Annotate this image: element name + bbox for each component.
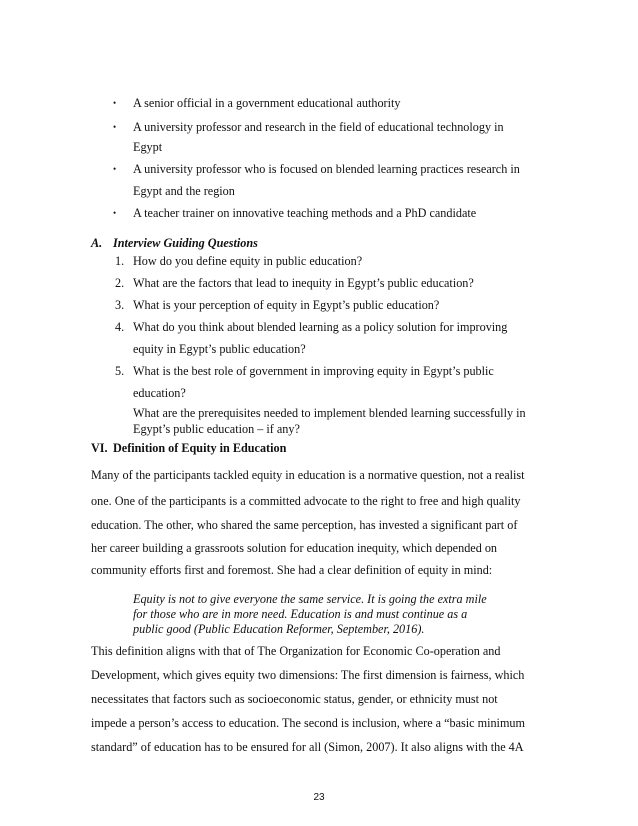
question-item: What is the best role of government in improving equity in Egypt’s public <box>133 364 494 378</box>
page-number: 23 <box>313 792 325 803</box>
paragraph-line: This definition aligns with that of The Organization for Economic Co-operation and <box>91 644 501 658</box>
list-item: A senior official in a government educational authority <box>133 96 401 110</box>
quote-line: Equity is not to give everyone the same service. It is going the extra mile <box>133 592 487 606</box>
section-a-title: Interview Guiding Questions <box>113 236 258 250</box>
question-item: What is your perception of equity in Egypt’s public education? <box>133 298 440 312</box>
section-vi-title: Definition of Equity in Education <box>113 441 287 455</box>
paragraph-line: Many of the participants tackled equity in education is a normative question, not a realist <box>91 468 525 482</box>
question-item: How do you define equity in public education? <box>133 254 363 268</box>
question-continuation: education? <box>133 386 186 400</box>
paragraph-line: necessitates that factors such as socioeconomic status, gender, or ethnicity must not <box>91 692 498 706</box>
paragraph-line: Development, which gives equity two dimensions: The first dimension is fairness, which <box>91 668 525 682</box>
question-number: 2. <box>115 276 125 290</box>
question-continuation: equity in Egypt’s public education? <box>133 342 306 356</box>
question-extra: What are the prerequisites needed to implement blended learning successfully in <box>133 406 526 420</box>
quote-line: public good (Public Education Reformer, September, 2016). <box>133 622 425 636</box>
list-item: A teacher trainer on innovative teaching methods and a PhD candidate <box>133 206 477 220</box>
paragraph-line: standard” of education has to be ensured for all (Simon, 2007). It also aligns with the 4A <box>91 740 524 754</box>
question-extra: Egypt’s public education – if any? <box>133 422 300 436</box>
list-item: A university professor who is focused on blended learning practices research in <box>133 162 520 176</box>
paragraph-line: her career building a grassroots solution for education inequity, which depended on <box>91 541 498 555</box>
question-number: 5. <box>115 364 125 378</box>
question-number: 1. <box>115 254 125 268</box>
list-item: A university professor and research in the field of educational technology in <box>133 120 504 134</box>
quote-line: for those who are in more need. Education is and must continue as a <box>133 607 468 621</box>
question-item: What do you think about blended learning as a policy solution for improving <box>133 320 508 334</box>
question-number: 3. <box>115 298 125 312</box>
paragraph-line: impede a person’s access to education. The second is inclusion, where a “basic minimum <box>91 716 526 730</box>
bullet-icon: • <box>113 122 117 132</box>
section-a-label: A. <box>91 236 103 250</box>
paragraph-line: education. The other, who shared the same perception, has invested a significant part of <box>91 518 518 532</box>
bullet-icon: • <box>113 164 117 174</box>
list-item-continuation: Egypt <box>133 140 163 154</box>
section-vi-label: VI. <box>91 441 108 455</box>
bullet-icon: • <box>113 208 117 218</box>
question-number: 4. <box>115 320 125 334</box>
list-item-continuation: Egypt and the region <box>133 184 235 198</box>
question-item: What are the factors that lead to inequity in Egypt’s public education? <box>133 276 474 290</box>
paragraph-line: community efforts first and foremost. She had a clear definition of equity in mind: <box>91 563 493 577</box>
paragraph-line: one. One of the participants is a committed advocate to the right to free and high quality <box>91 494 521 508</box>
bullet-icon: • <box>113 98 117 108</box>
